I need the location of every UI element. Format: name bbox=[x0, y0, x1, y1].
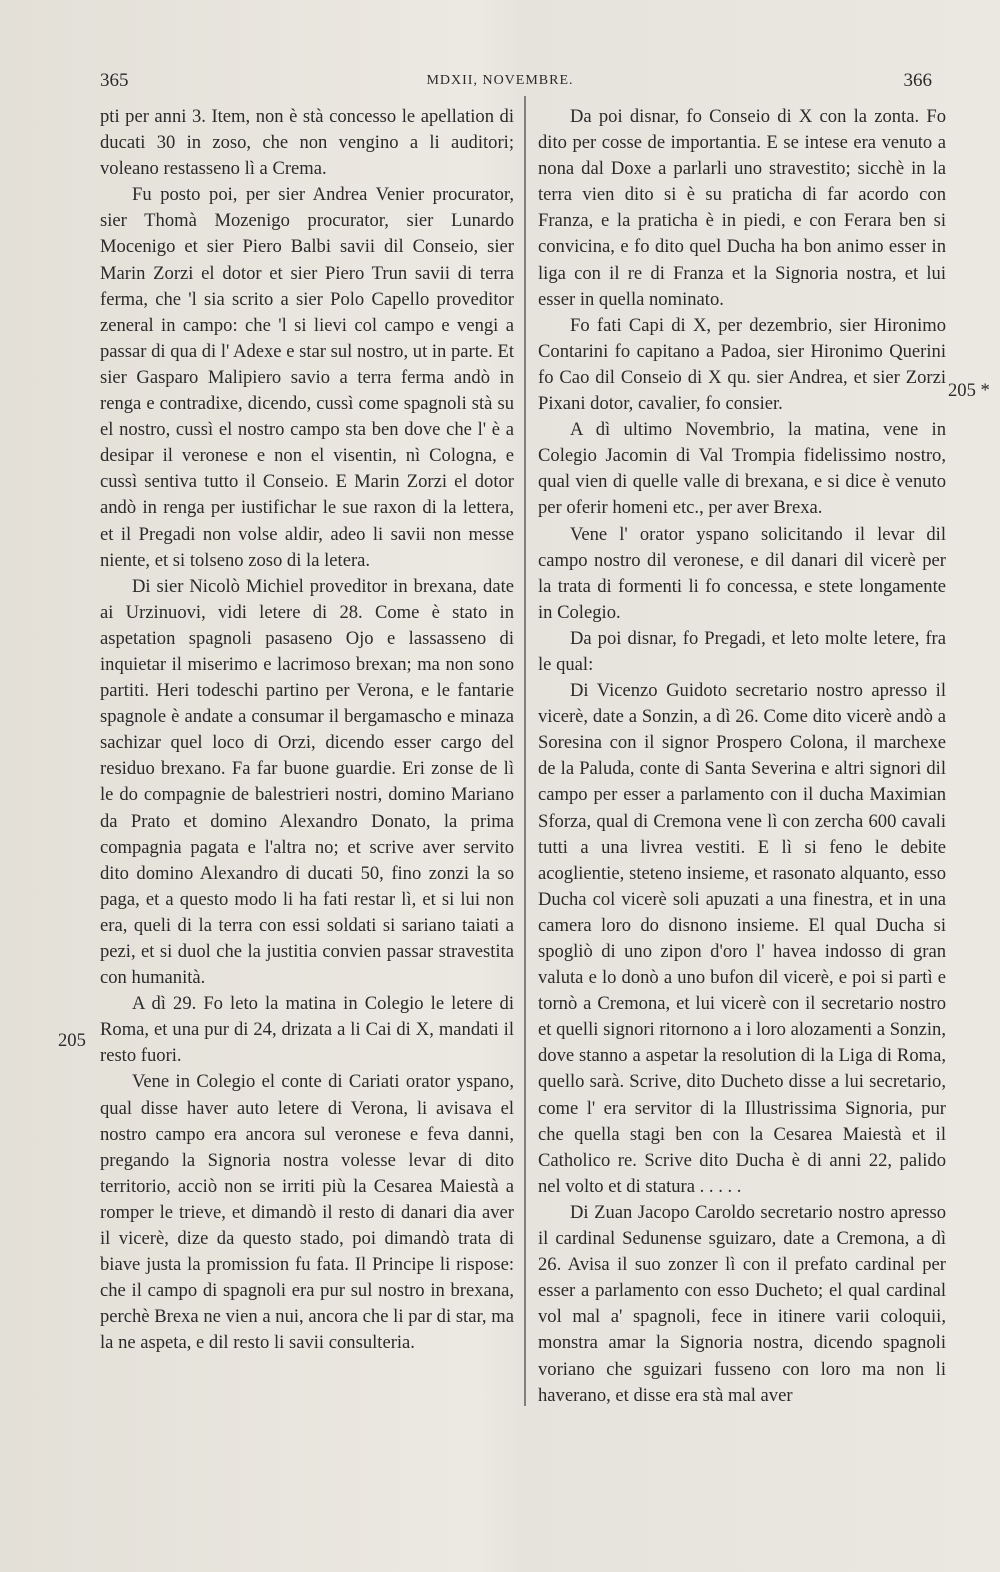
page-header bbox=[0, 70, 1000, 100]
paragraph: Fo fati Capi di X, per dezembrio, sier Hironimo Contarini fo capitano a Padoa, sier Hironimo Querini fo Cao dil Conseio di X qu. sier Andrea, et sier Zorzi Pixani dotor, cavalier, fo consier. bbox=[538, 314, 946, 415]
running-head: MDXII, NOVEMBRE. bbox=[426, 73, 574, 88]
page-number-right: 366 bbox=[903, 70, 932, 91]
left-column bbox=[100, 104, 514, 1357]
paragraph: A dì ultimo Novembrio, la matina, vene in Colegio Jacomin di Val Trompia fidelissimo nostro, qual vien di quelle valle di brexana, e si dice è venuto per oferir homeni etc., per aver Brexa. bbox=[538, 419, 946, 519]
paragraph: Vene l' orator yspano solicitando il levar dil campo nostro dil veronese, e dil danari dil vicerè per la trata di formenti li fo concessa, e stete longamente in Colegio. bbox=[538, 523, 946, 623]
column-divider bbox=[524, 96, 526, 1406]
paragraph: Di Vicenzo Guidoto secretario nostro apresso il vicerè, date a Sonzin, a dì 26. Come dito vicerè andò a Soresina con il signor Prospero Colona, il marchexe de la Paluda, conte di Santa Severina e altri signori dil campo per esser a parlamento con il ducha Maximian Sforza, qual di Cremona vene lì con zercha 600 cavali tutti a una livrea vestiti. E lì si feno le debite acoglientie, steteno insieme, et rasonato alquanto, esso Ducha col vicerè soli apuzati a una finestra, et in una camera loro do disnono insieme. El qual Ducha si spogliò di uno zipon d'oro l' havea indosso di gran valuta e lo donò a uno bufon dil vicerè, e poi si partì e tornò a Cremona, et lui vicerè con il secretario nostro et quelli signori ritornono a i loro alozamenti a Sonzin, dove stanno a aspetar la resolution di la Liga di Roma, quello sarà. Scrive, dito Ducheto disse a lui secretario, come l' era servitor di la Illustrissima Signoria, pur che quella stagi ben con la Cesarea Maiestà et il Catholico re. Scrive dito Ducha è di anni 22, palido nel volto et di statura . . . . . bbox=[538, 680, 946, 1197]
margin-note-left: 205 bbox=[58, 1030, 86, 1051]
paragraph: A dì 29. Fo leto la matina in Colegio le letere di Roma, et una pur di 24, drizata a li Cai di X, mandati il resto fuori. bbox=[100, 993, 514, 1067]
paragraph: Di sier Nicolò Michiel proveditor in brexana, date ai Urzinuovi, vidi letere di 28. Come è stato in aspetation spagnoli pasaseno Ojo e lassasseno di inquietar il miserimo e lacrimoso brexan; ma non sono partiti. Heri todeschi partino per Verona, e le fantarie spagnole è andate a consumar il bergamascho e minaza sachizar quel loco di Orzi, dicendo esser cargo del residuo brexano. Fa far buone guardie. Eri zonse de lì le do compagnie de balestrieri nostri, domino Mariano da Prato et domino Alexandro Donato, la prima compagnia pagata e l'altra no; et scrive aver servito dito domino Alexandro di ducati 50, fino zonzi la so paga, et a questo modo li ha fati restar lì, et si lui non era, queli di la terra con essi soldati si sariano taiati a pezi, et si duol che la justitia convien passar stravestita con humanità. bbox=[100, 575, 514, 989]
paragraph: Vene in Colegio el conte di Cariati orator yspano, qual disse haver auto letere di Verona, li avisava el nostro campo era ancora sul veronese e feva danni, pregando la Signoria nostra volesse levar di dito territorio, acciò non se irriti più la Cesarea Maiestà a romper le trieve, et dimandò il resto di danari dia aver il vicerè, dize da questo stado, poi dimandò trata di biave justa la promission fu fata. Il Principe li rispose: che il campo di spagnoli era pur sul nostro in brexana, perchè Brexa ne vien a nui, ancora che li par di star, ma la ne aspeta, e dil resto li savii consulteria. bbox=[100, 1071, 514, 1354]
paragraph: Fu posto poi, per sier Andrea Venier procurator, sier Thomà Mozenigo procurator, sier Lunardo Mocenigo et sier Piero Balbi savii dil Conseio, sier Marin Zorzi el dotor et sier Piero Trun savii di terra ferma, che 'l sia scrito a sier Polo Capello proveditor zeneral in campo: che 'l si lievi col campo e vengi a passar di qua di l' Adexe e star sul nostro, ut in parte. Et sier Gasparo Malipiero savio a terra ferma andò in renga e contradixe, dicendo, cussì come spagnoli stà su el nostro, cussì el nostro campo sta ben dove che l' è a desipar il veronese e non el visentin, nì Cologna, e cussì sentiva tutto il Conseio. E Marin Zorzi el dotor andò in renga per iustifichar le sue raxon di la lettera, et il Pregadi non volse aldir, adeo li savii non messe niente, et si tolseno zoso di la letera. bbox=[100, 184, 514, 571]
paragraph: Da poi disnar, fo Conseio di X con la zonta. Fo dito per cosse de importantia. E se intese era venuto a nona dal Doxe a parlarli uno stravestito; sicchè in la terra vien dito si è su praticha di far acordo con Franza, e la praticha è in piedi, e con Ferara ben si convicina, e fo dito quel Ducha ha bon animo esser in liga con il re di Franza et la Signoria nostra, et lui esser in quella nominato. bbox=[538, 106, 946, 310]
paragraph: Di Zuan Jacopo Caroldo secretario nostro apresso il cardinal Sedunense sguizaro, date a Cremona, a dì 26. Avisa il suo zonzer lì con il prefato cardinal per esser a parlamento con esso Ducheto; el qual cardinal vol mal a' spagnoli, fece in itinere varii coloquii, monstra amar la Signoria nostra, dicendo spagnoli voriano che sguizari fusseno con loro ma non li haverano, et disse era stà mal aver bbox=[538, 1201, 946, 1406]
margin-note-right: 205 * bbox=[948, 380, 990, 401]
paragraph: pti per anni 3. Item, non è stà concesso le apellation di ducati 30 in zoso, che non vengino a li auditori; voleano restasseno lì a Crema. bbox=[100, 106, 514, 180]
page-number-left: 365 bbox=[100, 70, 129, 91]
right-column bbox=[538, 104, 946, 1409]
paragraph: Da poi disnar, fo Pregadi, et leto molte letere, fra le qual: bbox=[538, 627, 946, 675]
